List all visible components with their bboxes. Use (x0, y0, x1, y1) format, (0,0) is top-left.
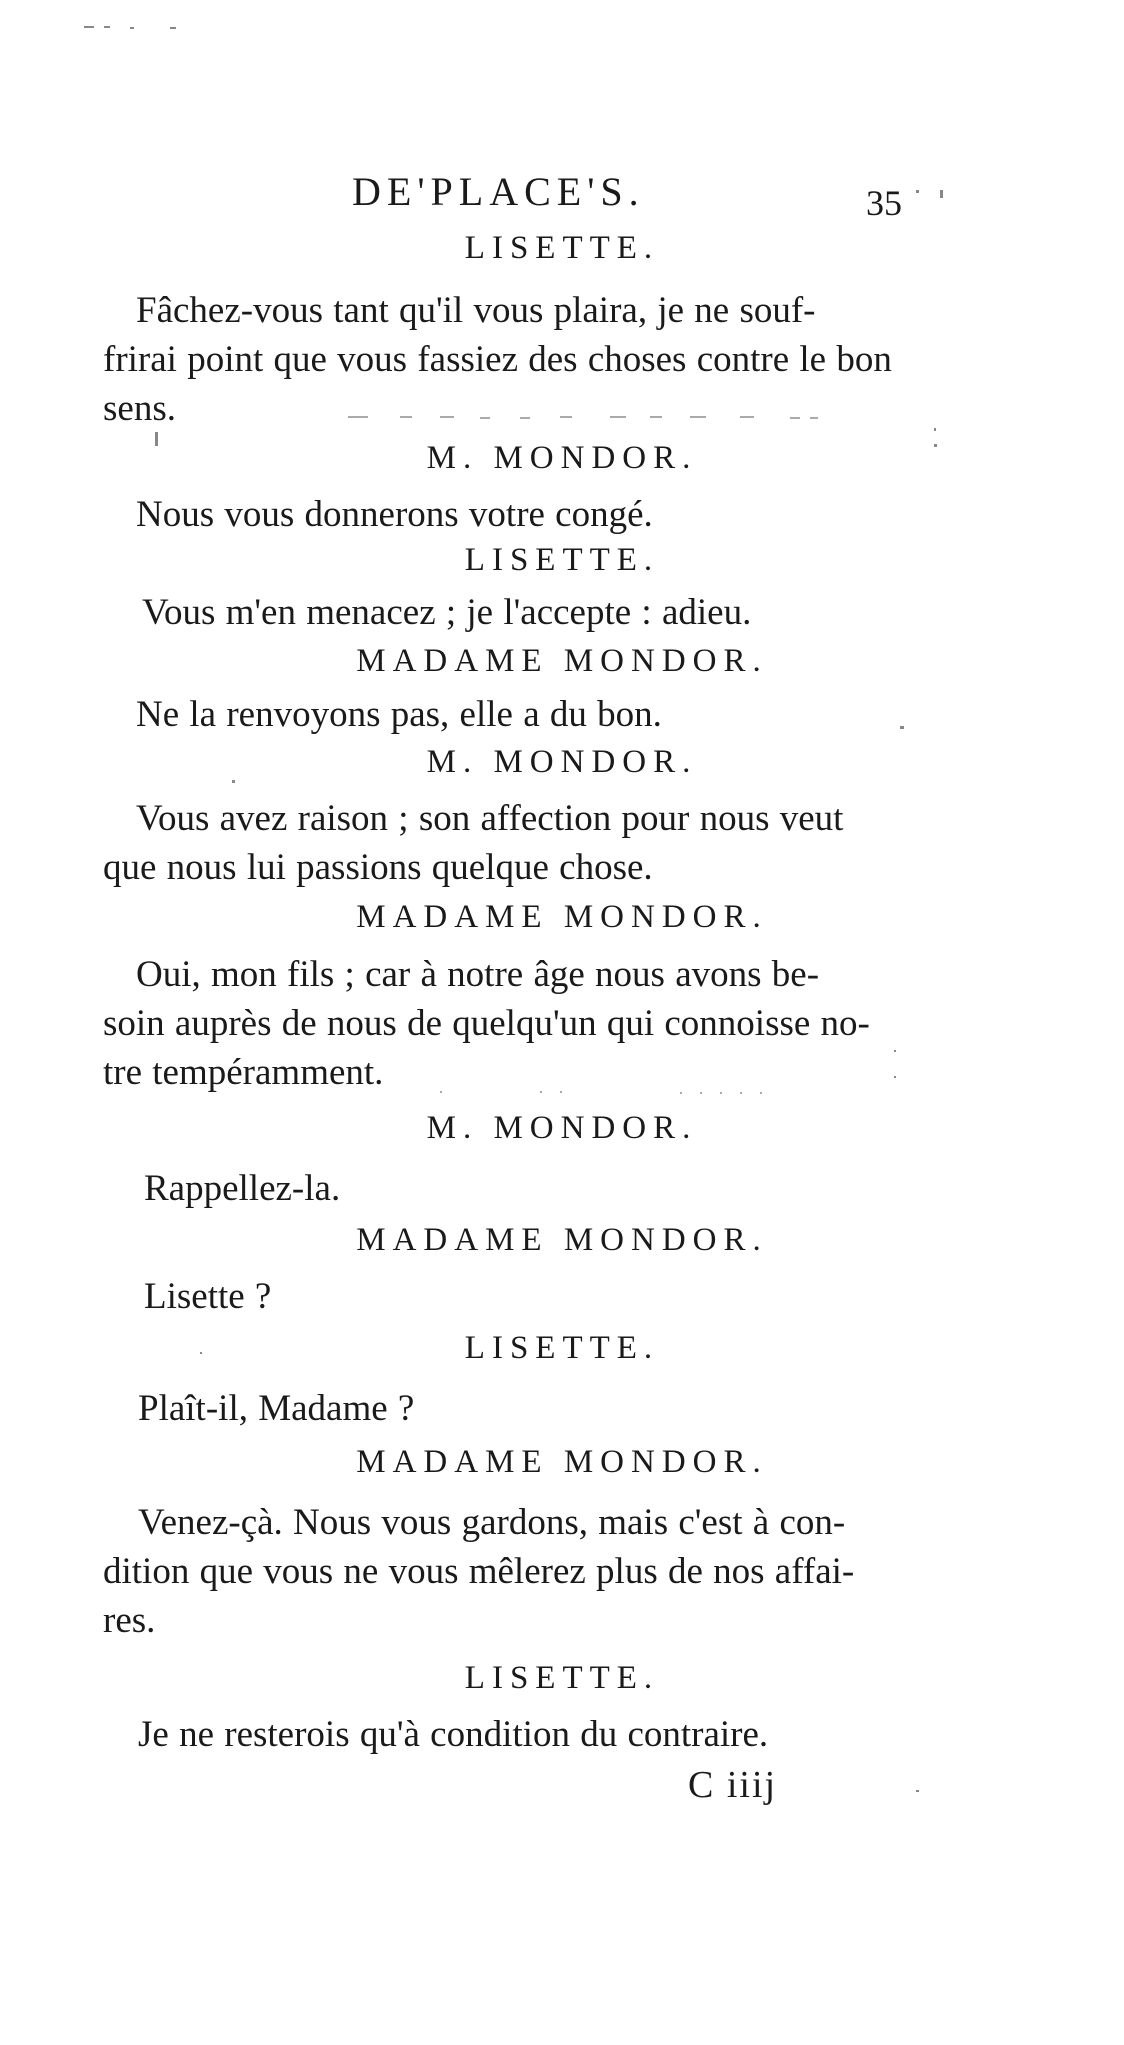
speaker-name: M. MONDOR. (426, 1110, 698, 1146)
speech-line: Je ne resterois qu'à condition du contraire. (138, 1714, 769, 1755)
speech-line: Venez-çà. Nous vous gardons, mais c'est à con- (138, 1502, 846, 1543)
speech-line: Vous m'en menacez ; je l'accepte : adieu. (142, 592, 752, 633)
signature-mark: C iiij (688, 1764, 778, 1806)
speech-line: sens. (103, 388, 176, 429)
speech-line: Plaît-il, Madame ? (138, 1388, 415, 1429)
speaker-name: M. MONDOR. (426, 744, 698, 780)
speaker-name: MADAME MONDOR. (356, 1222, 768, 1258)
speech-line: dition que vous ne vous mêlerez plus de nos affai- (103, 1551, 855, 1592)
page-number: 35 (866, 183, 902, 223)
speech-line: Fâchez-vous tant qu'il vous plaira, je ne souf- (136, 290, 816, 331)
speech-line: Nous vous donnerons votre congé. (136, 494, 653, 535)
speaker-name: LISETTE. (464, 230, 660, 266)
speaker-name: LISETTE. (464, 542, 660, 578)
speaker-name: M. MONDOR. (426, 440, 698, 476)
speech-line: Ne la renvoyons pas, elle a du bon. (136, 694, 662, 735)
speaker-name: MADAME MONDOR. (356, 1444, 768, 1480)
speech-line: que nous lui passions quelque chose. (103, 847, 653, 888)
speech-line: soin auprès de nous de quelqu'un qui connoisse no- (103, 1003, 870, 1044)
running-title: DE'PLACE'S. (352, 169, 645, 214)
speech-line: Oui, mon fils ; car à notre âge nous avons be- (136, 954, 820, 995)
speech-line: res. (103, 1600, 156, 1641)
speaker-name: MADAME MONDOR. (356, 643, 768, 679)
speech-line: Vous avez raison ; son affection pour nous veut (136, 798, 844, 839)
speaker-name: LISETTE. (464, 1660, 660, 1696)
speech-line: Rappellez-la. (144, 1168, 341, 1209)
speech-line: frirai point que vous fassiez des choses contre le bon (103, 339, 892, 380)
speech-line: Lisette ? (144, 1276, 272, 1317)
speech-line: tre tempéramment. (103, 1052, 384, 1093)
speaker-name: LISETTE. (464, 1330, 660, 1366)
speaker-name: MADAME MONDOR. (356, 899, 768, 935)
